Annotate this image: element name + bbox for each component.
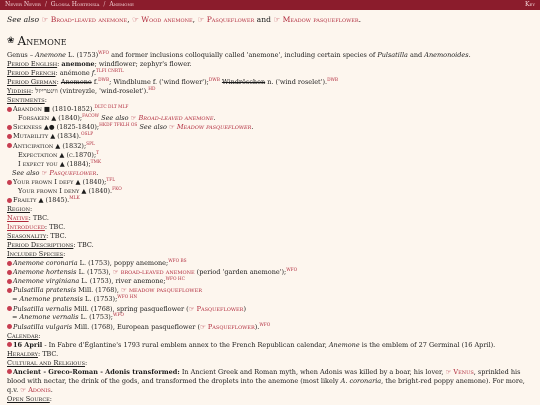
yiddish <box>7 87 533 96</box>
bullet-icon <box>7 198 12 203</box>
species-text: ) <box>243 304 246 313</box>
species-item <box>7 259 533 268</box>
section-label: Native <box>7 214 29 223</box>
pointing-hand-icon: ☞ <box>445 367 452 376</box>
sentiment-item <box>7 132 533 141</box>
link-pasqueflower[interactable]: Pasqueflower <box>207 322 255 331</box>
period-french: Period French: anémone f.$^{TLFI CNRTL}$ <box>7 68 124 77</box>
and-text: and <box>256 15 271 24</box>
section-label: Calendar <box>7 331 39 340</box>
cultural-heading: Cultural and Religious: <box>7 358 88 367</box>
german-name-2: ; Windblume f. ('wind flower'); <box>109 77 209 86</box>
species-item <box>7 268 533 277</box>
sentiment-item <box>7 187 533 196</box>
ref-sup[interactable]: FACOW <box>82 114 100 120</box>
period-german: Period German: Anemone f.$^{DWB}$; Windblume f. ('wind flower');$^{DWB}$ Windröschen n. ('wind roselet').$^{DWB}$ <box>7 77 339 86</box>
ref-sup[interactable]: T <box>96 150 100 156</box>
section-label: Included Species <box>7 250 64 259</box>
sentiment-item <box>7 151 533 160</box>
section-label: Period Descriptions <box>7 241 74 250</box>
period: . <box>96 168 99 177</box>
bullet-icon <box>7 270 12 275</box>
species-name: Pulsatilla vernalis <box>13 304 72 313</box>
cultural-entry <box>7 368 533 395</box>
native-text: : TBC. <box>28 214 49 223</box>
ref-dwb[interactable]: DWB <box>208 77 220 83</box>
german-gloss: n. ('wind roselet'). <box>265 77 328 86</box>
link-pasqueflower[interactable]: Pasqueflower <box>49 168 97 177</box>
heraldry-line <box>7 350 533 359</box>
see-also-top <box>7 15 533 25</box>
ref-dwb[interactable]: DWB <box>327 77 339 83</box>
species-name: Anemone hortensis <box>13 268 77 277</box>
ref-sup[interactable]: WFO <box>112 313 124 319</box>
species-synonym <box>7 295 533 304</box>
section-label: Sentiments <box>7 96 45 105</box>
ref-sup[interactable]: DLTC DLT MLF <box>94 105 129 110</box>
bullet-icon <box>7 324 12 329</box>
native-line <box>7 214 533 223</box>
ref-sup[interactable]: WFO <box>286 268 298 274</box>
link-broad-leaved-anemone[interactable]: Broad-leaved anemone <box>138 114 214 123</box>
bullet-icon <box>7 288 12 293</box>
species-name: Anemone <box>328 340 360 349</box>
main-content <box>0 10 540 403</box>
genus-line <box>7 51 533 60</box>
species-name: Pulsatilla pratensis <box>13 286 77 295</box>
ref-sup[interactable]: TFL <box>106 177 116 183</box>
ref-sup[interactable]: MLK <box>69 196 80 202</box>
ref-sup[interactable]: OSLP <box>80 132 94 138</box>
breadcrumb-separator: / <box>103 0 106 8</box>
period: . <box>468 50 471 59</box>
pointing-hand-icon: ☞ <box>112 268 119 277</box>
cultural-text: In Ancient Greek and Roman myth, when Adonis was killed by a boar, his lover, <box>179 367 446 376</box>
pointing-hand-icon: ☞ <box>197 15 205 24</box>
english-names: ; windflower; zephyr's flower. <box>94 59 192 68</box>
species-name: Pulsatilla vulgaris <box>13 322 73 331</box>
species-item <box>7 277 533 286</box>
section-label: Cultural and Religious <box>7 358 86 367</box>
bullet-icon <box>7 261 12 266</box>
sentiment-item <box>7 196 533 205</box>
breadcrumb-never-never[interactable]: Never Never <box>5 0 41 8</box>
heraldry-text: : TBC. <box>37 349 59 358</box>
period-english: Period English: anemone; windflower; zephyr's flower. <box>7 59 192 68</box>
ref-sup[interactable]: WFO BS <box>168 259 187 265</box>
period: . <box>50 385 53 394</box>
link-pasqueflower[interactable]: Pasqueflower <box>206 15 255 24</box>
genus-label: Genus – <box>7 50 36 59</box>
seasonality-text: : TBC. <box>46 232 67 241</box>
introduced-line <box>7 223 533 232</box>
sentiment-item <box>7 105 533 114</box>
sentiments-heading: Sentiments: <box>7 96 47 105</box>
bullet-icon <box>7 125 12 130</box>
key-link[interactable]: Key <box>524 0 535 8</box>
seasonality-line <box>7 232 533 241</box>
period: . <box>358 15 362 24</box>
gender: f. <box>91 68 97 77</box>
sentiment-item <box>7 114 533 123</box>
calendar-text: is the emblem of 27 Germinal (16 April). <box>359 340 496 349</box>
genus-pulsatilla: Pulsatilla <box>377 50 408 59</box>
ref-sup[interactable]: TMK <box>90 159 102 165</box>
ref-wfo[interactable]: WFO <box>98 50 110 56</box>
and-text: and <box>407 50 425 59</box>
sentiment-text: Expectation ▲ (c.1870); <box>18 150 97 159</box>
link-meadow-pasqueflower[interactable]: Meadow pasqueflower <box>176 123 252 132</box>
species-text: L. (1753); <box>78 313 113 322</box>
period-desc-text: : TBC. <box>73 241 94 250</box>
species-text: (period 'garden anemone'); <box>194 268 287 277</box>
section-label: Period English <box>7 59 58 68</box>
sentiment-text: Sickness ▲● (1825-1840); <box>13 123 100 132</box>
sentiment-text: Your frown I deny ▲ (1840). <box>18 187 113 196</box>
genus-anemonoides: Anemonoides <box>424 50 469 59</box>
sentiment-text: Abandon ■ (1810-1852). <box>13 105 95 114</box>
species-name: Anemone coronaria <box>13 259 78 268</box>
species-text: Mill. (1768), European pasqueflower ( <box>72 322 200 331</box>
species-text: L. (1753), river anemone; <box>79 277 166 286</box>
breadcrumb <box>5 1 136 9</box>
link-meadow-pasqueflower[interactable]: meadow pasqueflower <box>128 286 202 295</box>
sentiment-see-also <box>7 169 533 178</box>
cultural-text: , sprinkled his blood with nectar, the drink of the gods, and transformed the droplets into the anemone (most likely <box>7 367 521 385</box>
bullet-icon <box>7 107 12 112</box>
page-title <box>7 33 533 50</box>
see-also-label: See also <box>7 15 40 24</box>
top-bar <box>0 0 540 10</box>
bullet-icon <box>7 180 12 185</box>
sentiment-item <box>7 142 533 151</box>
calendar-date: 16 April <box>13 340 43 349</box>
pointing-hand-icon: ☞ <box>168 123 175 132</box>
section-label: Introduced <box>7 223 45 232</box>
species-name: Anemone vernalis <box>19 313 79 322</box>
section-label: Region <box>7 205 30 214</box>
period: . <box>213 114 216 123</box>
bullet-icon <box>7 134 12 139</box>
species-item <box>7 286 533 295</box>
see-also-label: See also <box>137 123 169 132</box>
genus-text: and former inclusions colloquially called 'anemone', including certain species of <box>109 50 378 59</box>
synonym-mark: = <box>12 295 20 304</box>
sentiment-item <box>7 178 533 187</box>
ref-tlfi[interactable]: TLFI CNRTL <box>96 68 124 74</box>
see-also-label: See also <box>99 114 131 123</box>
section-label: Yiddish <box>7 87 32 96</box>
sentiment-item <box>7 160 533 169</box>
bullet-icon <box>7 279 12 284</box>
species-synonym <box>7 313 533 322</box>
species-text: L. (1753); <box>82 295 118 304</box>
region-heading: Region: <box>7 205 33 214</box>
german-name-3: Windröschen <box>221 77 266 86</box>
pointing-hand-icon: ☞ <box>41 168 48 177</box>
english-name: anemone <box>61 59 95 68</box>
comma: , <box>192 15 196 24</box>
calendar-entry <box>7 341 533 350</box>
genus-name: Anemone <box>35 50 66 59</box>
pointing-hand-icon: ☞ <box>41 15 49 24</box>
open-source-heading: Open Source: <box>7 394 52 403</box>
genus-author: L. (1753) <box>65 50 99 59</box>
german-name-1: Anemone <box>60 77 92 86</box>
yiddish-name: : ווינטרייזל (vintreyzle, 'wind-roselet'). <box>31 87 149 96</box>
section-label: Seasonality <box>7 232 47 241</box>
period: . <box>251 123 254 132</box>
calendar-text: - In Fabre d'Églantine's 1793 rural emblem annex to the French Republican calendar, <box>42 340 329 349</box>
link-venus[interactable]: Venus <box>453 367 474 376</box>
link-broad-leaved-anemone[interactable]: Broad-leaved anemone <box>50 15 128 24</box>
bullet-icon <box>7 143 12 148</box>
cultural-text: , the bright-red poppy anemone). For more, <box>381 376 525 385</box>
section-label: Open Source <box>7 394 50 403</box>
pointing-hand-icon: ☞ <box>273 15 281 24</box>
ref-sup[interactable]: FKO <box>112 186 122 192</box>
link-wood-anemone[interactable]: Wood anemone <box>141 15 193 24</box>
calendar-heading: Calendar: <box>7 331 41 340</box>
species-text: L. (1753), poppy anemone; <box>77 259 169 268</box>
breadcrumb-anemone: Anemone <box>109 0 134 8</box>
bullet-icon <box>7 306 12 311</box>
pointing-hand-icon: ☞ <box>121 286 127 295</box>
sentiment-text: Frailty ▲ (1845). <box>13 196 70 205</box>
ref-dwb[interactable]: DWB <box>98 77 110 83</box>
sentiment-text: Your frown I defy ▲ (1840); <box>13 178 107 186</box>
section-label: Period French <box>7 68 56 77</box>
period-descriptions-line <box>7 241 533 250</box>
section-label: Heraldry <box>7 349 38 358</box>
sentiment-text: Mutability ▲ (1834). <box>13 132 81 141</box>
comma: , <box>127 15 130 24</box>
pointing-hand-icon: ☞ <box>130 114 137 123</box>
included-heading: Included Species: <box>7 250 66 259</box>
link-pasqueflower[interactable]: Pasqueflower <box>196 304 244 313</box>
ref-hd[interactable]: HD <box>148 86 156 92</box>
see-also-label: See also <box>12 168 42 177</box>
section-label: Period German <box>7 77 57 86</box>
link-meadow-pasqueflower[interactable]: Meadow pasqueflower <box>282 15 359 24</box>
sentiment-item <box>7 123 533 132</box>
breadcrumb-separator: / <box>44 0 47 8</box>
ref-sup[interactable]: SPL <box>86 141 95 147</box>
pointing-hand-icon: ☞ <box>20 385 27 394</box>
ref-sup[interactable]: HKDF TFKLH OS <box>99 123 138 129</box>
species-item <box>7 305 533 314</box>
gender: f. <box>91 77 99 86</box>
bullet-icon <box>7 369 12 374</box>
sentiment-text: I expect you ▲ (1884); <box>18 159 91 168</box>
species-text: ). <box>254 322 260 331</box>
pointing-hand-icon: ☞ <box>188 304 195 313</box>
sentiment-text: Anticipation ▲ (1832); <box>13 141 87 150</box>
introduced-text: : TBC. <box>44 223 66 232</box>
flower-icon: ❀ <box>7 36 15 47</box>
species-text: L. (1753), <box>76 268 113 277</box>
sentiment-text: Forsaken ▲ (1840); <box>18 114 83 123</box>
ref-sup[interactable]: WFO HN <box>117 295 138 301</box>
ref-sup[interactable]: WFO <box>259 322 271 328</box>
pointing-hand-icon: ☞ <box>132 15 139 24</box>
species-item <box>7 323 533 332</box>
link-broad-leaved-anemone[interactable]: broad-leaved anemone <box>120 268 195 277</box>
species-name: Anemone pratensis <box>19 295 83 304</box>
species-text: Mill. (1768), spring pasqueflower ( <box>71 304 189 313</box>
synonym-mark: = <box>12 313 20 322</box>
pointing-hand-icon: ☞ <box>200 322 206 331</box>
species-name: A. coronaria <box>340 376 382 385</box>
page-title-text: Anemone <box>17 34 67 49</box>
french-name: anémone <box>59 68 92 77</box>
bullet-icon <box>7 342 12 347</box>
qv-label: q.v. <box>7 385 19 394</box>
ref-sup[interactable]: WFO HC <box>165 277 185 283</box>
species-text: Mill. (1768), <box>76 286 122 295</box>
link-adonis[interactable]: Adonis <box>28 385 51 394</box>
breadcrumb-glossa-hortensia[interactable]: Glossa Hortensia <box>50 0 100 8</box>
species-name: Anemone virginiana <box>13 277 80 286</box>
cultural-head: Ancient - Greco-Roman - Adonis transformed: <box>13 367 180 376</box>
